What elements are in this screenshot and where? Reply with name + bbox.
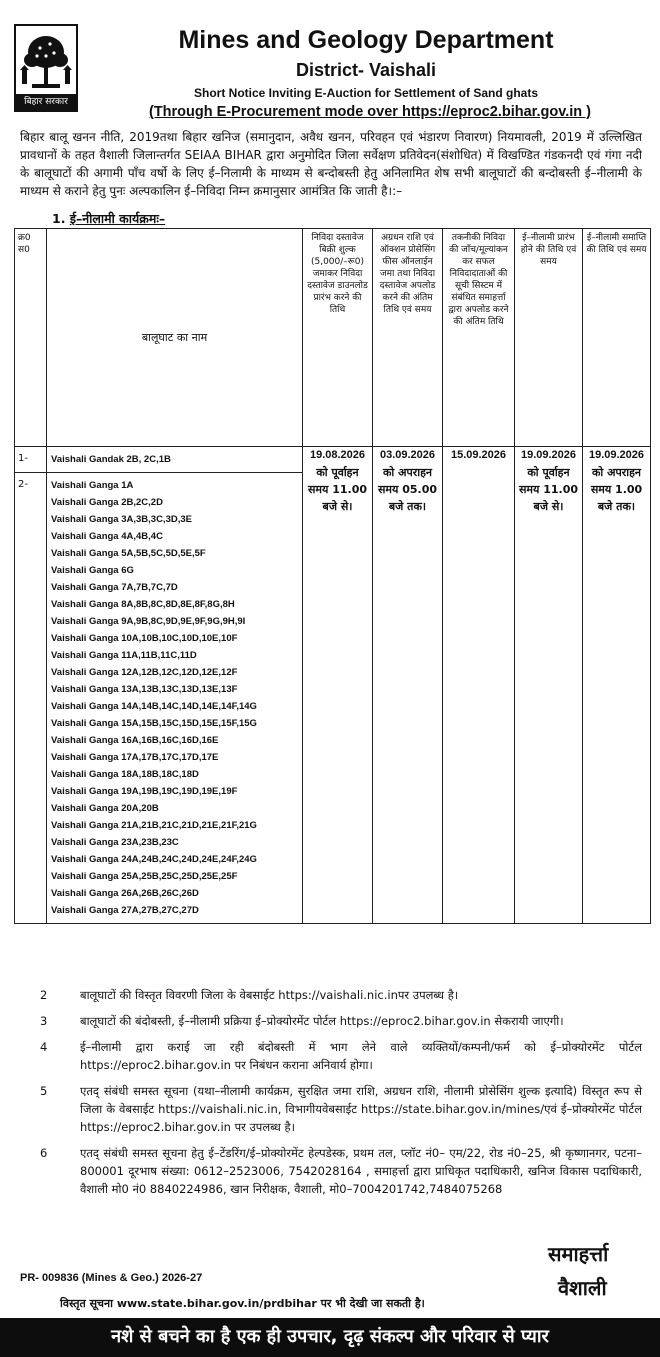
notice-header — [0, 0, 660, 122]
auction-start-date: 19.09.2026 — [520, 449, 577, 461]
note-text: बालूघाटों की बंदोबस्ती, ई–नीलामी प्रक्रिया ई–प्रोक्योरमेंट पोर्टल https://eproc2.bihar.gov.in सेकरायी जाएगी। — [80, 1014, 564, 1028]
ghat-name: Vaishali Ganga 17A,17B,17C,17D,17E — [51, 752, 219, 763]
pr-number: PR- 009836 (Mines & Geo.) 2026-27 — [20, 1272, 203, 1284]
row-ghat-name — [47, 447, 303, 473]
auction-schedule-table — [14, 228, 651, 924]
ghat-name: Vaishali Ganga 24A,24B,24C,24D,24E,24F,24G — [51, 854, 257, 865]
ghat-name: Vaishali Ganga 20A,20B — [51, 803, 159, 814]
header-ghat-name: बालूघाट का नाम — [47, 229, 303, 447]
list-item — [40, 1038, 642, 1074]
ghat-name: Vaishali Ganga 11A,11B,11C,11D — [51, 650, 197, 661]
section-title: ई–नीलामी कार्यक्रमः– — [69, 211, 166, 226]
list-item — [40, 1082, 642, 1136]
ghat-name: Vaishali Ganga 4A,4B,4C — [51, 531, 163, 542]
ghat-name: Vaishali Ganga 19A,19B,19C,19D,19E,19F — [51, 786, 238, 797]
ghat-name: Vaishali Ganga 9A,9B,8C,9D,9E,9F,9G,9H,9I — [51, 616, 246, 627]
note-number: 5 — [40, 1084, 48, 1098]
ghat-name: Vaishali Ganga 10A,10B,10C,10D,10E,10F — [51, 633, 238, 644]
ghat-name: Vaishali Ganga 1A — [51, 480, 134, 491]
header-deposit-deadline: अग्रधन राशि एवं ऑक्शन प्रोसेसिंग फीस ऑनलाईन जमा तथा निविदा दस्तावेज अपलोड करने की अंतिम तिथि एवं समय — [373, 229, 443, 447]
slogan-banner: नशे से बचने का है एक ही उपचार, दृढ़ संकल्प और परिवार से प्यार — [0, 1318, 660, 1357]
ghat-name: Vaishali Ganga 25A,25B,25C,25D,25E,25F — [51, 871, 238, 882]
ghat-name: Vaishali Ganga 21A,21B,21C,21D,21E,21F,21G — [51, 820, 257, 831]
ghat-name: Vaishali Ganga 12A,12B,12C,12D,12E,12F — [51, 667, 238, 678]
table-header-row — [15, 229, 651, 447]
note-number: 3 — [40, 1014, 48, 1028]
ghat-name: Vaishali Ganga 27A,27B,27C,27D — [51, 905, 199, 916]
ghat-name: Vaishali Ganga 7A,7B,7C,7D — [51, 582, 178, 593]
auction-end-cell — [583, 447, 651, 924]
bihar-emblem-logo — [14, 24, 78, 112]
header-evaluation-date: तकनीकी निविदा की जाँच/मूल्यांकन कर सफल निविदादाताओं की सूची सिस्टम में संबंधित समाहर्त्ता द्वारा अपलोड करने की अंतिम तिथि — [443, 229, 515, 447]
deposit-deadline-cell — [373, 447, 443, 924]
more-info-line: विस्तृत सूचना www.state.bihar.gov.in/prdbihar पर भी देखी जा सकती है। — [60, 1297, 425, 1310]
procurement-mode: (Through E-Procurement mode over https://eproc2.bihar.gov.in ) — [148, 104, 592, 120]
ghat-name: Vaishali Ganga 23A,23B,23C — [51, 837, 179, 848]
evaluation-date: 15.09.2026 — [450, 449, 507, 461]
ghat-name: Vaishali Ganga 5A,5B,5C,5D,5E,5F — [51, 548, 206, 559]
header-download-date: निविदा दस्तावेज बिक्री शुल्क (5,000/–रू0) जमाकर निविदा दस्तावेज डाउनलोड प्रारंभ करने की तिथि — [303, 229, 373, 447]
bodhi-tree-emblem-icon — [16, 26, 76, 96]
note-text: एतद् संबंधी समस्त सूचना हेतु ई–टेंडरिंग/ई–प्रोक्योरमेंट हेल्पडेस्क, प्रथम तल, प्लॉट नं0– एम/22, रोड नं0–25, श्री कृष्णानगर, पटना–800001 दूरभाष संख्या: 0612–2523006, 7542028164 , समाहर्त्ता द्वारा प्राधिकृत पदाधिकारी, खनिज विकास पदाधिकारी, वैशाली मो0 नं0 8840224986, खान निरीक्षक, वैशाली, मो0–7004201742,7484075268 — [80, 1146, 642, 1196]
note-text: बालूघाटों की विस्तृत विवरणी जिला के वेबसाईट https://vaishali.nic.inपर उपलब्ध है। — [80, 988, 459, 1002]
ghat-name: Vaishali Ganga 18A,18B,18C,18D — [51, 769, 199, 780]
list-item — [40, 1012, 642, 1030]
download-start-date: 19.08.2026 — [309, 449, 366, 461]
list-item — [40, 1144, 642, 1198]
ghat-name: Vaishali Ganga 15A,15B,15C,15D,15E,15F,15G — [51, 718, 257, 729]
signatory-title: समाहर्त्ता — [548, 1242, 609, 1266]
row-serial: 1- — [15, 447, 47, 473]
auction-start-time: को पूर्वाहन समय 11.00 बजे से। — [518, 466, 579, 513]
row-serial: 2- — [15, 473, 47, 924]
section-heading — [52, 210, 165, 227]
ghat-name: Vaishali Ganga 13A,13B,13C,13D,13E,13F — [51, 684, 238, 695]
intro-paragraph: बिहार बालू खनन नीति, 2019तथा बिहार खनिज (समानुदान, अवैध खनन, परिवहन एवं भंडारण निवारण) नियमावली, 2019 में उल्लिखित प्रावधानों के तहत वैशाली जिलान्तर्गत SEIAA BIHAR द्वारा अनुमोदित जिला सर्वेक्षण प्रतिवेदन(संशोधित) में विखण्डित गंडकनदी एवं गंगा नदी के बालूघाटों की अगामी पाँच वर्षो के लिए ई–निलामी के माध्यम से बन्दोबस्ती हेतु अनिलामित शेष सभी बालूघाटों की बन्दोबस्ती ई–नीलामी के माध्यम से कराने हेतु पुनः अल्पकालिन ई–निविदा निम्न क्रमानुसार आमंत्रित कि जाती है।:– — [20, 130, 642, 198]
evaluation-cell — [443, 447, 515, 924]
ghat-name: Vaishali Gandak 2B, 2C,1B — [51, 454, 171, 465]
header-serial: क्र0 स0 — [15, 229, 47, 447]
signatory-district: वैशाली — [558, 1276, 607, 1300]
department-title: Mines and Geology Department — [178, 26, 554, 54]
note-text: एतद् संबंधी समस्त सूचना (यथा–नीलामी कार्यक्रम, सुरक्षित जमा राशि, अग्रधन राशि, नीलामी प्रोसेसिंग शुल्क इत्यादि) विस्तृत रूप से जिला के वेबसाईट https://vaishali.nic.in, विभागीयवेबसाईट https://state.bihar.gov.in/mines/एवं ई–प्रोक्योरमेंट पोर्टल https://eproc2.bihar.gov.in पर उपलब्ध है। — [80, 1084, 642, 1134]
header-auction-start: ई–नीलामी प्रारंभ होने की तिथि एवं समय — [515, 229, 583, 447]
note-number: 6 — [40, 1146, 48, 1160]
notes-list — [40, 986, 642, 1206]
row-ghat-list — [47, 473, 303, 924]
table-row — [15, 447, 651, 473]
ghat-name: Vaishali Ganga 3A,3B,3C,3D,3E — [51, 514, 192, 525]
auction-end-date: 19.09.2026 — [588, 449, 645, 461]
ghat-name: Vaishali Ganga 16A,16B,16C,16D,16E — [51, 735, 219, 746]
notice-subtitle: Short Notice Inviting E-Auction for Settlement of Sand ghats — [193, 86, 538, 100]
header-auction-end: ई–नीलामी समाप्ति की तिथि एवं समय — [583, 229, 651, 447]
ghat-name: Vaishali Ganga 8A,8B,8C,8D,8E,8F,8G,8H — [51, 599, 235, 610]
download-start-time: को पूर्वाहन समय 11.00 बजे से। — [307, 466, 368, 513]
ghat-name: Vaishali Ganga 14A,14B,14C,14D,14E,14F,14G — [51, 701, 257, 712]
list-item — [40, 986, 642, 1004]
note-text: ई–नीलामी द्वारा कराई जा रही बंदोबस्ती में भाग लेने वाले व्यक्तियों/कम्पनी/फर्म को ई–प्रोक्योरमेंट पोर्टल https://eproc2.bihar.gov.in पर निबंधन कराना अनिवार्य होगा। — [80, 1040, 642, 1072]
ghat-name: Vaishali Ganga 26A,26B,26C,26D — [51, 888, 199, 899]
district-title: District- Vaishali — [295, 60, 437, 80]
ghat-name: Vaishali Ganga 6G — [51, 565, 134, 576]
deposit-deadline-time: को अपराहन समय 05.00 बजे तक। — [377, 466, 438, 513]
auction-start-cell — [515, 447, 583, 924]
download-start-cell — [303, 447, 373, 924]
ghat-name: Vaishali Ganga 2B,2C,2D — [51, 497, 163, 508]
auction-end-time: को अपराहन समय 1.00 बजे तक। — [590, 466, 643, 513]
deposit-deadline-date: 03.09.2026 — [379, 449, 436, 461]
emblem-caption: बिहार सरकार — [16, 94, 76, 110]
section-number: 1. — [52, 211, 66, 226]
note-number: 4 — [40, 1040, 48, 1054]
note-number: 2 — [40, 988, 48, 1002]
